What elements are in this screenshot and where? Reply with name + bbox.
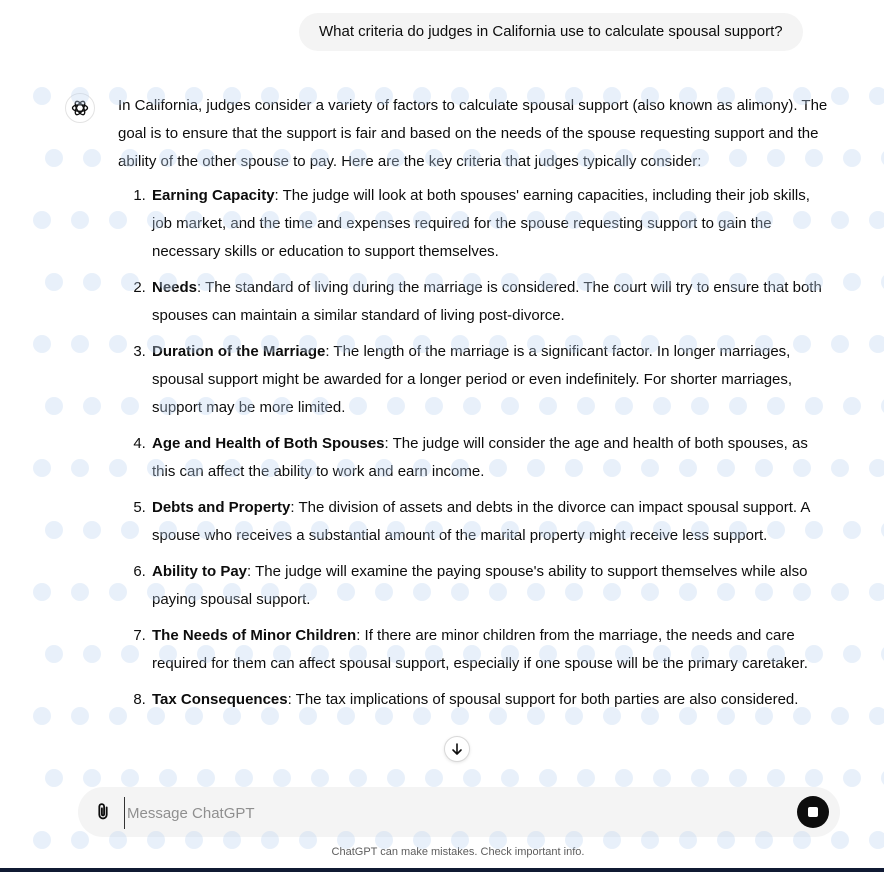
watermark-dot	[45, 645, 63, 663]
message-composer	[78, 787, 840, 837]
watermark-dot	[869, 87, 884, 105]
watermark-dot	[33, 583, 51, 601]
watermark-dot	[349, 769, 367, 787]
list-item	[150, 494, 834, 550]
watermark-dot	[45, 149, 63, 167]
list-item	[150, 182, 834, 266]
watermark-dot	[425, 769, 443, 787]
watermark-dot	[501, 769, 519, 787]
criterion-text: : If there are minor children from the marriage, the needs and care required for them can affect spousal support, especially if one spouse will be the primary caretaker.	[152, 627, 808, 672]
watermark-dot	[197, 769, 215, 787]
watermark-dot	[843, 769, 861, 787]
list-item	[150, 430, 834, 486]
watermark-dot	[577, 769, 595, 787]
watermark-dot	[463, 769, 481, 787]
watermark-dot	[869, 335, 884, 353]
watermark-dot	[33, 707, 51, 725]
watermark-dot	[539, 769, 557, 787]
watermark-dot	[767, 769, 785, 787]
watermark-dot	[121, 769, 139, 787]
attach-button[interactable]	[92, 801, 114, 823]
paperclip-icon	[92, 801, 114, 823]
watermark-dot	[83, 645, 101, 663]
list-item	[150, 274, 834, 330]
watermark-dot	[45, 273, 63, 291]
watermark-dot	[869, 211, 884, 229]
bottom-taskbar-strip	[0, 868, 884, 872]
stop-icon	[808, 807, 818, 817]
assistant-avatar	[65, 93, 95, 123]
disclaimer-text: ChatGPT can make mistakes. Check important info.	[331, 846, 585, 858]
criterion-title: The Needs of Minor Children	[152, 627, 357, 644]
watermark-dot	[33, 87, 51, 105]
watermark-dot	[71, 211, 89, 229]
arrow-down-icon	[450, 742, 464, 756]
user-message-bubble	[299, 13, 803, 51]
criterion-text: : The judge will consider the age and health of both spouses, as this can affect the ability to work and earn income.	[152, 435, 808, 480]
criterion-text: : The tax implications of spousal support for both parties are also considered.	[287, 691, 799, 708]
watermark-dot	[83, 273, 101, 291]
criterion-title: Earning Capacity	[152, 187, 275, 204]
assistant-intro: In California, judges consider a variety of factors to calculate spousal support (also known as alimony). The goal is to ensure that the support is fair and based on the needs of the spouse requesting support and the ability of the other spouse to pay. Here are the key criteria that judges typically consider:	[118, 97, 828, 170]
criterion-title: Age and Health of Both Spouses	[152, 435, 385, 452]
watermark-dot	[33, 459, 51, 477]
watermark-dot	[869, 583, 884, 601]
list-item	[150, 686, 834, 714]
criterion-title: Ability to Pay	[152, 563, 248, 580]
watermark-dot	[311, 769, 329, 787]
list-item	[150, 338, 834, 422]
watermark-dot	[83, 769, 101, 787]
list-item	[150, 558, 834, 614]
criterion-text: : The length of the marriage is a significant factor. In longer marriages, spousal support might be awarded for a longer period or even indefinitely. For shorter marriages, support may be more limited.	[152, 343, 793, 416]
watermark-dot	[843, 273, 861, 291]
criterion-title: Tax Consequences	[152, 691, 288, 708]
watermark-dot	[71, 459, 89, 477]
list-item	[150, 622, 834, 678]
openai-logo-icon	[70, 98, 90, 118]
criteria-list	[118, 182, 834, 714]
watermark-dot	[843, 521, 861, 539]
criterion-title: Debts and Property	[152, 499, 291, 516]
watermark-dot	[273, 769, 291, 787]
assistant-message	[118, 92, 834, 722]
criterion-title: Duration of the Marriage	[152, 343, 326, 360]
watermark-dot	[45, 769, 63, 787]
watermark-dot	[71, 707, 89, 725]
watermark-dot	[653, 769, 671, 787]
watermark-dot	[843, 645, 861, 663]
watermark-dot	[71, 335, 89, 353]
watermark-dot	[843, 149, 861, 167]
criterion-text: : The division of assets and debts in the divorce can impact spousal support. A spouse who receives a substantial amount of the marital property might receive less support.	[152, 499, 810, 544]
watermark-dot	[691, 769, 709, 787]
watermark-dot	[729, 769, 747, 787]
message-input[interactable]	[124, 797, 729, 829]
watermark-dot	[83, 149, 101, 167]
scroll-to-bottom-button[interactable]	[444, 736, 470, 762]
watermark-dot	[83, 521, 101, 539]
watermark-dot	[843, 397, 861, 415]
criterion-text: : The standard of living during the marriage is considered. The court will try to ensure that both spouses can maintain a similar standard of living post-divorce.	[152, 279, 822, 324]
watermark-dot	[33, 211, 51, 229]
watermark-dot	[83, 397, 101, 415]
watermark-dot	[45, 521, 63, 539]
watermark-dot	[33, 335, 51, 353]
watermark-dot	[869, 459, 884, 477]
stop-generating-button[interactable]	[797, 796, 829, 828]
watermark-dot	[615, 769, 633, 787]
user-message-text: What criteria do judges in California use to calculate spousal support?	[319, 23, 783, 40]
watermark-dot	[235, 769, 253, 787]
criterion-text: : The judge will look at both spouses' earning capacities, including their job skills, job market, and the time and expenses required for the spouse requesting support to gain the necessary skills or education to support themselves.	[152, 187, 810, 260]
watermark-dot	[869, 707, 884, 725]
criterion-text: : The judge will examine the paying spouse's ability to support themselves while also paying spousal support.	[152, 563, 808, 608]
watermark-dot	[387, 769, 405, 787]
watermark-dot	[71, 583, 89, 601]
criterion-title: Needs	[152, 279, 198, 296]
watermark-dot	[45, 397, 63, 415]
watermark-dot	[159, 769, 177, 787]
watermark-dot	[805, 769, 823, 787]
